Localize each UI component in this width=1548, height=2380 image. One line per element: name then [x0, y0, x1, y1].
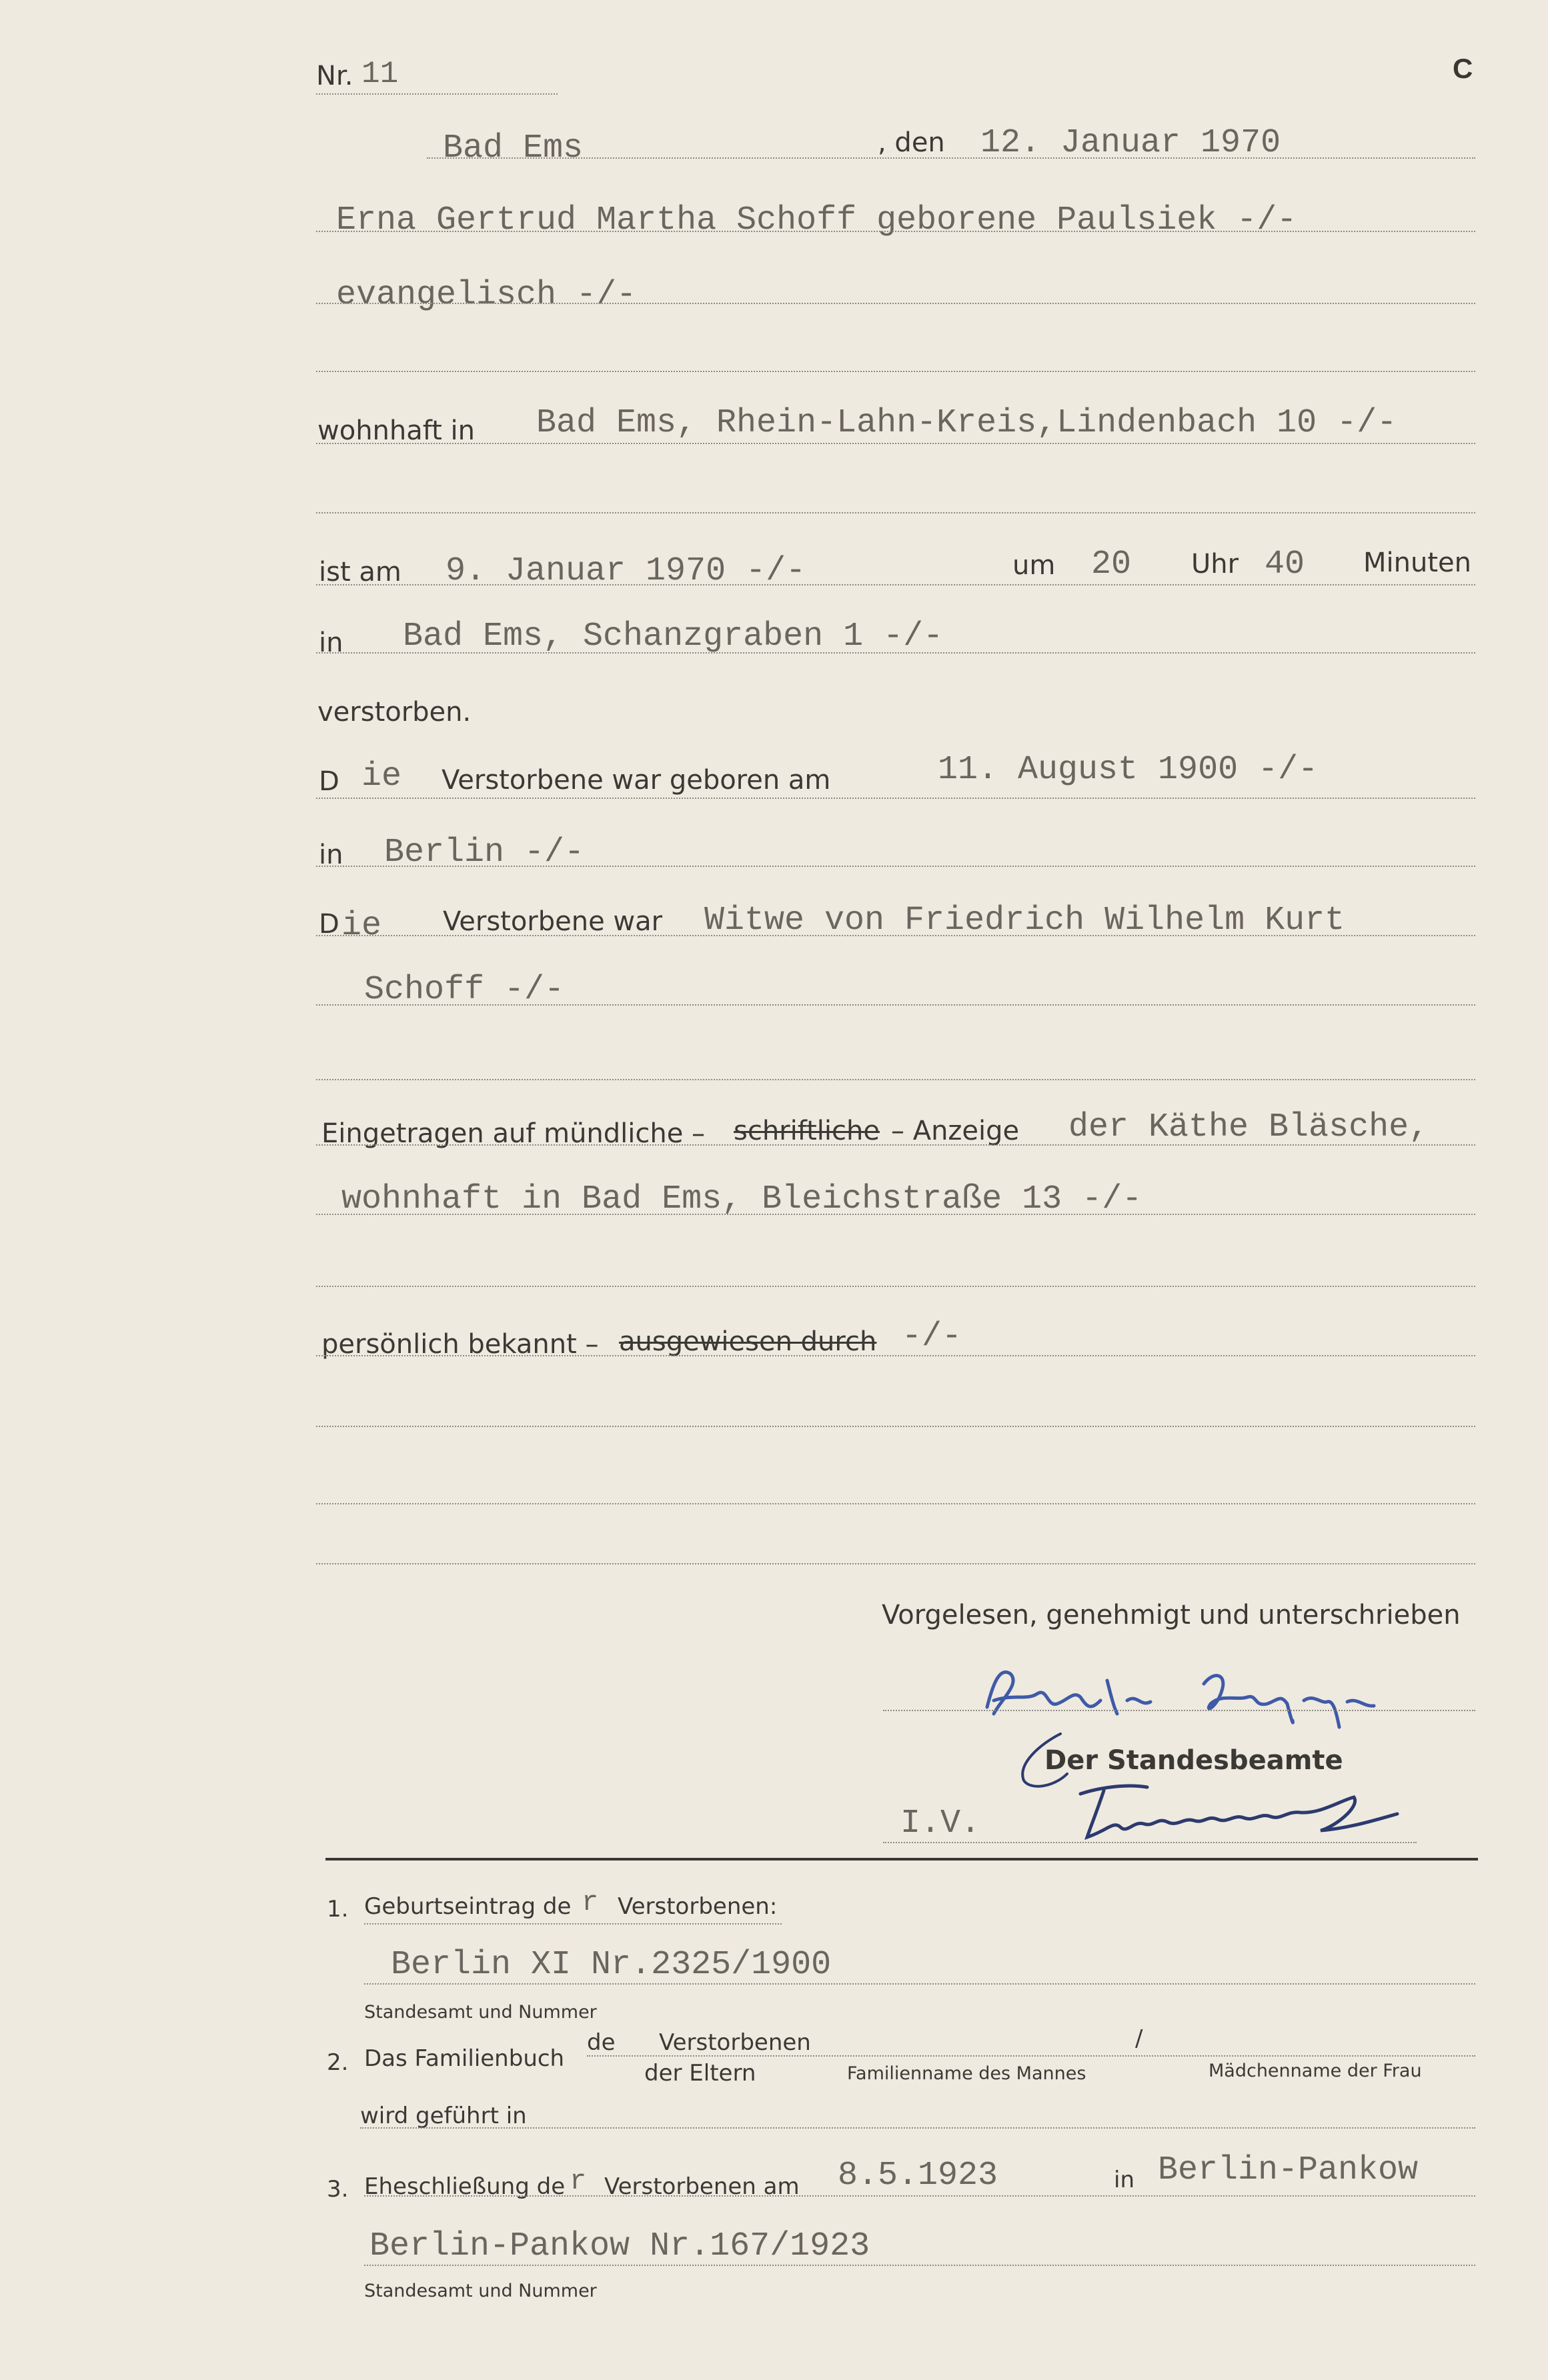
line-place-date: [427, 157, 1475, 159]
item2-label: Das Familienbuch: [364, 2045, 565, 2072]
item3-marriage-place: Berlin-Pankow: [1158, 2151, 1419, 2189]
um-label: um: [1012, 550, 1056, 581]
line-item2-family: [587, 2055, 1475, 2057]
item3-in-label: in: [1114, 2167, 1134, 2193]
footer-separator: [325, 1858, 1478, 1861]
wohnhaft-label: wohnhaft in: [317, 415, 475, 446]
item2-eltern: der Eltern: [644, 2060, 756, 2087]
marital-d-label: D: [319, 909, 339, 940]
uhr-label: Uhr: [1191, 549, 1239, 579]
nr-value: 11: [361, 57, 399, 91]
item1-label-end: Verstorbenen:: [618, 1893, 778, 1920]
personally-struck-phrase: ausgewiesen durch: [619, 1326, 877, 1357]
item3-registry-value: Berlin-Pankow Nr.167/1923: [369, 2227, 870, 2265]
item2-de: de: [587, 2029, 616, 2056]
line-entry-2: [316, 1214, 1475, 1215]
ist-am-label: ist am: [319, 557, 402, 587]
item2-wife-maiden-name-label: Mädchenname der Frau: [1209, 2061, 1422, 2081]
informant-line2: wohnhaft in Bad Ems, Bleichstraße 13 -/-: [341, 1180, 1142, 1218]
marital-verstorbene-label: Verstorbene war: [443, 906, 663, 937]
standesamt-label-2: Standesamt und Nummer: [364, 2281, 597, 2301]
den-label: , den: [878, 127, 945, 158]
corner-letter: C: [1453, 53, 1473, 84]
line-signature-2: [883, 1842, 1417, 1843]
line-blank-2: [316, 512, 1475, 513]
personally-value: -/-: [902, 1318, 962, 1356]
birth-ie-typed: ie: [361, 758, 402, 796]
entry-label-start: Eingetragen auf mündliche –: [321, 1118, 706, 1149]
line-birth-date: [316, 798, 1475, 799]
birth-d-label: D: [319, 766, 339, 797]
line-blank-6: [316, 1503, 1475, 1504]
line-birth-place: [316, 866, 1475, 867]
item2-wird-gefuehrt: wird geführt in: [360, 2103, 527, 2129]
informant-line1: der Käthe Bläsche,: [1068, 1108, 1429, 1146]
iv-label: I.V.: [900, 1805, 981, 1843]
item1-number: 1.: [327, 1896, 349, 1923]
item3-marriage-date: 8.5.1923: [838, 2157, 998, 2195]
line-entry-1: [316, 1144, 1475, 1146]
in-label-birth: in: [319, 840, 343, 870]
birth-date: 11. August 1900 -/-: [938, 751, 1319, 789]
deceased-name: Erna Gertrud Martha Schoff geborene Paulsiek -/-: [336, 201, 1297, 239]
read-approved-label: Vorgelesen, genehmigt und unterschrieben: [882, 1600, 1461, 1630]
deceased-religion: evangelisch -/-: [336, 276, 637, 314]
line-item1-label: [364, 1923, 782, 1925]
item3-suffix: r: [570, 2165, 587, 2197]
item3-number: 3.: [327, 2176, 349, 2203]
item2-number: 2.: [327, 2049, 349, 2076]
line-personally: [316, 1355, 1475, 1356]
line-name: [316, 231, 1475, 232]
item3-label-end: Verstorbenen am: [604, 2173, 800, 2200]
nr-label: Nr.: [316, 61, 353, 91]
verstorben-label: verstorben.: [317, 697, 472, 728]
item2-husband-surname-label: Familienname des Mannes: [847, 2063, 1086, 2084]
line-blank-4: [316, 1286, 1475, 1287]
entry-struck-word: schriftliche: [734, 1116, 880, 1146]
birth-place: Berlin -/-: [384, 834, 585, 872]
line-residence: [316, 443, 1475, 444]
line-religion: [316, 303, 1475, 304]
line-blank-5: [316, 1426, 1475, 1427]
standesamt-label-1: Standesamt und Nummer: [364, 2002, 597, 2023]
line-signature-1: [883, 1710, 1475, 1711]
line-blank-3: [316, 1079, 1475, 1080]
in-label-death: in: [319, 628, 343, 658]
line-item2-wird: [360, 2127, 1475, 2129]
place-of-registration: Bad Ems: [443, 129, 584, 167]
marital-status-line2: Schoff -/-: [364, 971, 565, 1009]
line-blank-1: [316, 371, 1475, 372]
item1-value: Berlin XI Nr.2325/1900: [391, 1946, 832, 1984]
entry-label-end: – Anzeige: [891, 1116, 1020, 1146]
line-item1-value: [364, 1983, 1475, 1985]
death-date: 9. Januar 1970 -/-: [446, 552, 806, 590]
item1-suffix: r: [582, 1887, 599, 1919]
item2-slash: /: [1135, 2025, 1143, 2052]
registration-date: 12. Januar 1970: [980, 124, 1281, 162]
death-hour: 20: [1091, 545, 1132, 583]
line-death-place: [316, 652, 1475, 654]
death-minute: 40: [1265, 545, 1305, 583]
line-death-date: [316, 584, 1475, 585]
line-marital-1: [316, 935, 1475, 936]
birth-verstorbene-label: Verstorbene war geboren am: [442, 765, 831, 796]
death-place: Bad Ems, Schanzgraben 1 -/-: [403, 618, 944, 656]
marital-ie-typed: ie: [341, 907, 382, 945]
line-item3-value: [364, 2265, 1475, 2266]
item1-label: Geburtseintrag de: [364, 1893, 572, 1920]
line-item3: [364, 2195, 1475, 2197]
deceased-residence: Bad Ems, Rhein-Lahn-Kreis,Lindenbach 10 -/-: [536, 404, 1397, 442]
nr-line: [316, 93, 558, 95]
informant-signature: [974, 1654, 1414, 1734]
registrar-label: Der Standesbeamte: [1044, 1745, 1343, 1776]
line-blank-7: [316, 1563, 1475, 1564]
line-marital-2: [316, 1004, 1475, 1006]
minuten-label: Minuten: [1363, 547, 1471, 578]
personally-label: persönlich bekannt –: [321, 1329, 599, 1360]
marital-status-line1: Witwe von Friedrich Wilhelm Kurt: [704, 902, 1345, 940]
item3-label: Eheschließung de: [364, 2173, 566, 2200]
item2-verstorbenen: Verstorbenen: [659, 2029, 811, 2056]
